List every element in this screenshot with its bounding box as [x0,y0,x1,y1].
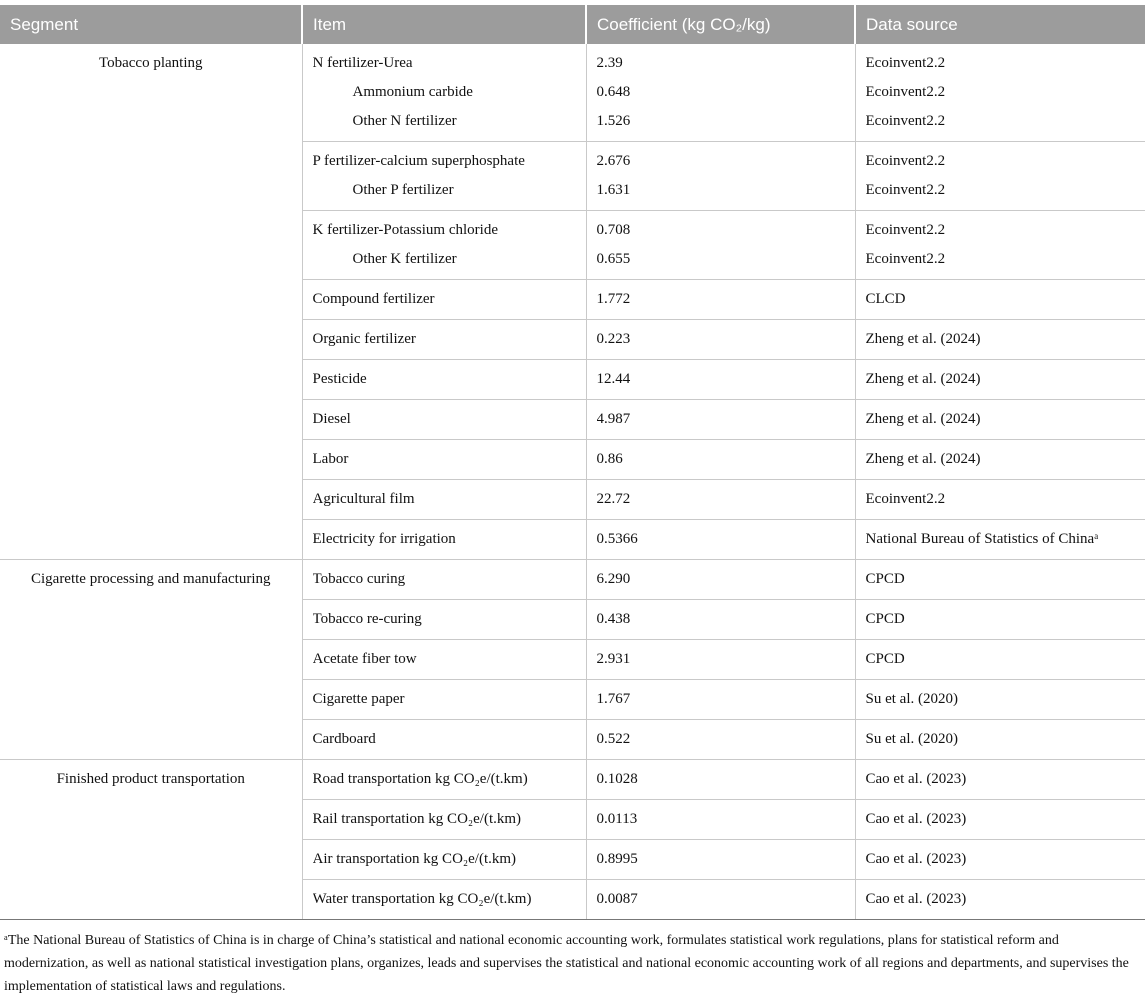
table-header [0,5,1145,44]
table-row [0,44,1145,142]
source-cell [855,44,1145,142]
coefficient-cell-line: 0.438 [596,611,631,627]
source-cell-line: Zheng et al. (2024) [865,411,981,427]
source-cell [855,880,1145,920]
coefficient-cell [586,880,855,920]
item-cell [302,142,586,211]
col-header-item: Item [302,5,586,44]
source-cell-line: Cao et al. (2023) [865,771,967,787]
coefficient-cell [586,280,855,320]
coefficient-cell-line: 6.290 [596,571,631,587]
segment-label: Cigarette processing and manufacturing [30,571,271,587]
coefficient-cell-line: 1.767 [596,691,631,707]
coefficient-cell-line: 0.708 [596,222,631,238]
coefficient-cell-line: 2.39 [596,55,623,71]
item-cell-line: Pesticide [312,371,367,387]
item-cell-line: Rail transportation kg CO₂e/(t.km) [312,811,522,827]
item-cell [302,760,586,800]
item-cell-line: Cardboard [312,731,376,747]
source-cell [855,800,1145,840]
source-cell-line: Ecoinvent2.2 [865,84,946,100]
item-cell [302,640,586,680]
item-cell-line: Electricity for irrigation [312,531,456,547]
item-cell [302,800,586,840]
coefficient-cell [586,142,855,211]
table-row [0,560,1145,600]
header-row [0,5,1145,44]
item-cell [302,480,586,520]
source-cell [855,560,1145,600]
item-cell-line: Other P fertilizer [352,182,454,198]
coefficient-cell [586,840,855,880]
source-cell-line: Ecoinvent2.2 [865,113,946,129]
source-cell-line: CPCD [865,651,905,667]
source-cell-line: CLCD [865,291,906,307]
item-cell-line: Acetate fiber tow [312,651,417,667]
item-cell [302,440,586,480]
source-cell [855,320,1145,360]
item-cell-line: Water transportation kg CO₂e/(t.km) [312,891,532,907]
coefficient-cell-line: 0.86 [596,451,623,467]
item-cell [302,600,586,640]
source-cell [855,680,1145,720]
segment-cell [0,560,302,760]
coefficient-cell [586,440,855,480]
segment-label: Finished product transportation [56,771,245,787]
item-cell [302,880,586,920]
coefficient-cell [586,360,855,400]
coefficient-cell [586,211,855,280]
item-cell [302,211,586,280]
coefficient-cell [586,560,855,600]
source-cell-line: Cao et al. (2023) [865,851,967,867]
item-cell-line: Other N fertilizer [352,113,457,129]
coefficient-cell-line: 0.0087 [596,891,638,907]
source-cell [855,840,1145,880]
source-cell-line: Zheng et al. (2024) [865,451,981,467]
col-header-segment: Segment [0,5,302,44]
source-cell-line: National Bureau of Statistics of Chinaᵃ [865,531,1099,547]
item-cell-line: Tobacco re-curing [312,611,422,627]
coefficient-cell [586,720,855,760]
coefficient-cell-line: 1.631 [596,182,631,198]
coefficient-cell-line: 0.1028 [596,771,638,787]
item-cell [302,840,586,880]
coefficient-cell-line: 0.5366 [596,531,638,547]
coefficient-cell [586,520,855,560]
source-cell-line: CPCD [865,571,905,587]
coefficient-cell-line: 2.931 [596,651,631,667]
source-cell [855,760,1145,800]
segment-cell [0,760,302,920]
item-cell-line: N fertilizer-Urea [312,55,413,71]
source-cell-line: Ecoinvent2.2 [865,55,946,71]
coefficient-cell-line: 12.44 [596,371,631,387]
coefficient-cell-line: 1.526 [596,113,631,129]
item-cell [302,400,586,440]
item-cell-line: Compound fertilizer [312,291,435,307]
source-cell [855,360,1145,400]
item-cell [302,720,586,760]
source-cell [855,600,1145,640]
item-cell [302,320,586,360]
source-cell [855,520,1145,560]
item-cell [302,360,586,400]
coefficient-cell-line: 0.223 [596,331,631,347]
coefficient-cell-line: 0.648 [596,84,631,100]
source-cell-line: Zheng et al. (2024) [865,371,981,387]
item-cell-line: Agricultural film [312,491,415,507]
segment-cell [0,44,302,560]
source-cell [855,280,1145,320]
item-cell-line: Other K fertilizer [352,251,457,267]
coefficient-cell-line: 0.655 [596,251,631,267]
coefficient-cell [586,480,855,520]
source-cell-line: Cao et al. (2023) [865,811,967,827]
item-cell-line: Air transportation kg CO₂e/(t.km) [312,851,517,867]
item-cell-line: Organic fertilizer [312,331,416,347]
table-body [0,44,1145,920]
source-cell [855,480,1145,520]
item-cell-line: K fertilizer-Potassium chloride [312,222,498,238]
source-cell-line: CPCD [865,611,905,627]
coefficient-cell [586,320,855,360]
source-cell [855,211,1145,280]
table-footnote: ᵃThe National Bureau of Statistics of China is in charge of China’s statistical and national economic accounting work, formulates statistical work regulations, plans for statistical reform and modernization, as well as national statistical investigation plans, organizes, leads and supervises the statistical and national economic accounting work of all regions and departments, and supervises the implementation of statistical laws and regulations. [4,933,1129,994]
item-cell [302,520,586,560]
item-cell-line: Cigarette paper [312,691,405,707]
item-cell-line: Diesel [312,411,351,427]
col-header-data-source: Data source [855,5,1145,44]
coefficient-cell-line: 0.0113 [596,811,638,827]
coefficient-cell [586,760,855,800]
coefficient-cell [586,44,855,142]
item-cell-line: Labor [312,451,349,467]
table-row [0,760,1145,800]
source-cell-line: Ecoinvent2.2 [865,222,946,238]
coefficient-cell-line: 22.72 [596,491,631,507]
source-cell-line: Su et al. (2020) [865,691,958,707]
item-cell-line: Ammonium carbide [352,84,473,100]
coefficient-cell [586,800,855,840]
item-cell-line: Tobacco curing [312,571,406,587]
source-cell [855,640,1145,680]
source-cell-line: Su et al. (2020) [865,731,958,747]
coefficient-cell-line: 0.522 [596,731,631,747]
coefficient-cell [586,640,855,680]
item-cell [302,680,586,720]
item-cell [302,280,586,320]
source-cell [855,440,1145,480]
col-header-coefficient: Coefficient (kg CO₂/kg) [586,5,855,44]
item-cell [302,44,586,142]
source-cell-line: Ecoinvent2.2 [865,491,946,507]
coefficient-cell [586,400,855,440]
source-cell [855,400,1145,440]
source-cell-line: Ecoinvent2.2 [865,182,946,198]
coefficient-cell [586,600,855,640]
coefficient-cell-line: 0.8995 [596,851,638,867]
source-cell-line: Cao et al. (2023) [865,891,967,907]
item-cell-line: Road transportation kg CO₂e/(t.km) [312,771,528,787]
source-cell-line: Ecoinvent2.2 [865,153,946,169]
source-cell-line: Ecoinvent2.2 [865,251,946,267]
item-cell-line: P fertilizer-calcium superphosphate [312,153,525,169]
coefficient-cell-line: 2.676 [596,153,631,169]
item-cell [302,560,586,600]
emission-coefficients-table [0,5,1145,920]
coefficient-cell-line: 1.772 [596,291,631,307]
source-cell-line: Zheng et al. (2024) [865,331,981,347]
coefficient-cell-line: 4.987 [596,411,631,427]
source-cell [855,142,1145,211]
source-cell [855,720,1145,760]
segment-label: Tobacco planting [99,55,203,71]
coefficient-cell [586,680,855,720]
